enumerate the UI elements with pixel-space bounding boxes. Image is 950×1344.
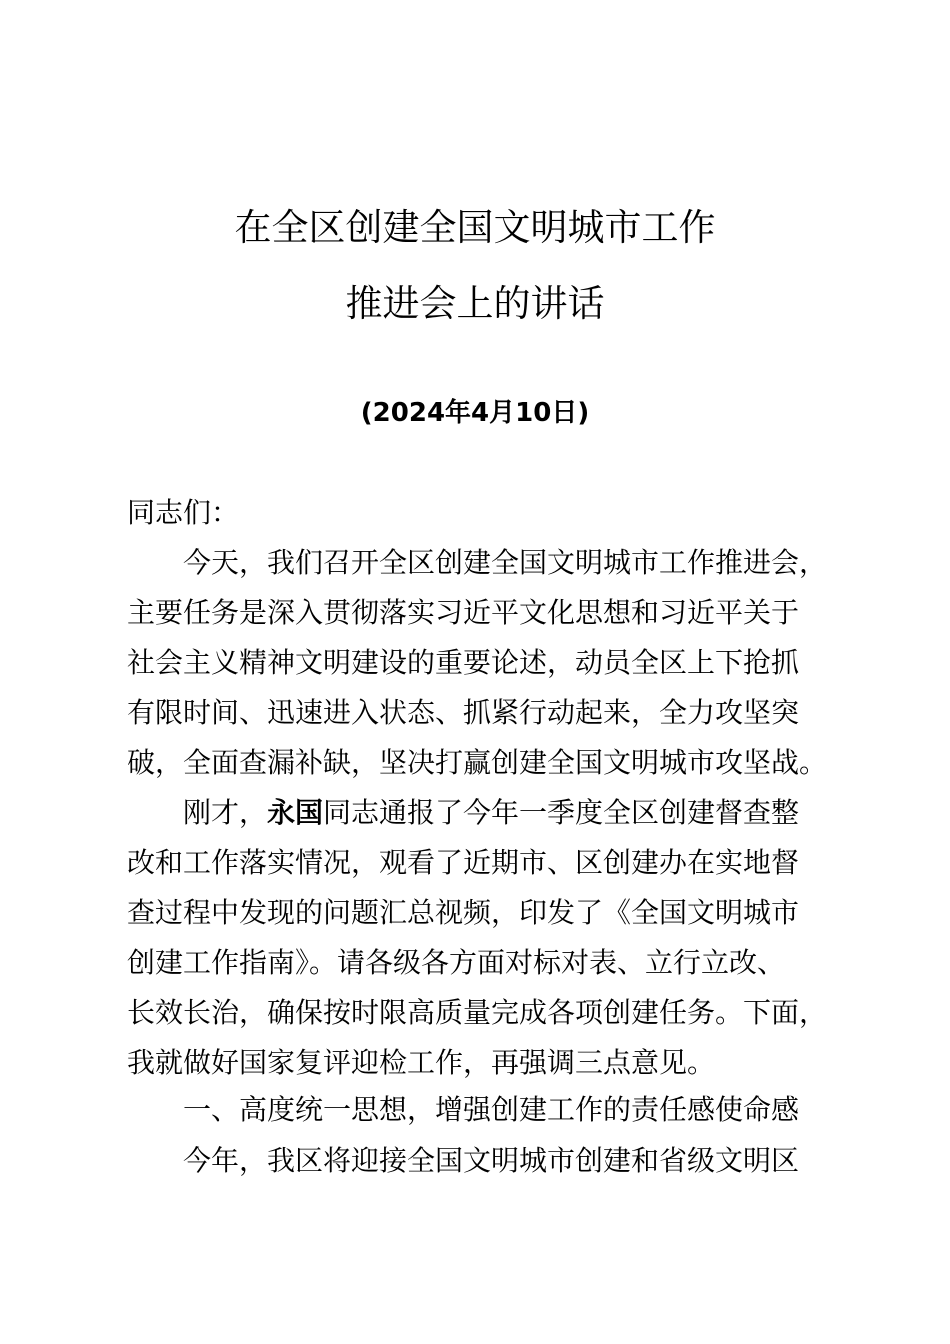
paragraph-2-line: 我就做好国家复评迎检工作，再强调三点意见。	[127, 1046, 716, 1079]
paragraph-1-line: 今天，我们召开全区创建全国文明城市工作推进会，	[183, 546, 828, 579]
paragraph-1-line: 社会主义精神文明建设的重要论述，动员全区上下抢抓	[127, 646, 800, 679]
paragraph-2-suffix: 同志通报了今年一季度全区创建督查整	[323, 796, 800, 829]
paragraph-2-line: 查过程中发现的问题汇总视频，印发了《全国文明城市	[127, 896, 800, 929]
paragraph-2-line: 改和工作落实情况，观看了近期市、区创建办在实地督	[127, 846, 800, 879]
document-title-line-2: 推进会上的讲话	[345, 282, 605, 325]
paragraph-1-line: 主要任务是深入贯彻落实习近平文化思想和习近平关于	[127, 596, 800, 629]
paragraph-2-prefix: 刚才，	[183, 796, 268, 829]
salutation: 同志们：	[127, 496, 240, 529]
paragraph-1-line: 破，全面查漏补缺，坚决打赢创建全国文明城市攻坚战。	[127, 746, 828, 779]
person-name: 永国	[267, 796, 324, 829]
paragraph-1-line: 有限时间、迅速进入状态、抓紧行动起来，全力攻坚突	[127, 696, 800, 729]
paragraph-2-line: 长效长治，确保按时限高质量完成各项创建任务。下面，	[127, 996, 828, 1029]
paragraph-2-first-line	[183, 795, 950, 831]
paragraph-2-line: 创建工作指南》。请各级各方面对标对表、立行立改、	[127, 946, 786, 979]
document-date: (2024年4月10日)	[360, 398, 590, 428]
paragraph-3-line: 今年，我区将迎接全国文明城市创建和省级文明区	[183, 1144, 800, 1177]
document-title-line-1: 在全区创建全国文明城市工作	[234, 206, 716, 249]
section-heading-1: 一、高度统一思想，增强创建工作的责任感使命感	[183, 1093, 800, 1126]
